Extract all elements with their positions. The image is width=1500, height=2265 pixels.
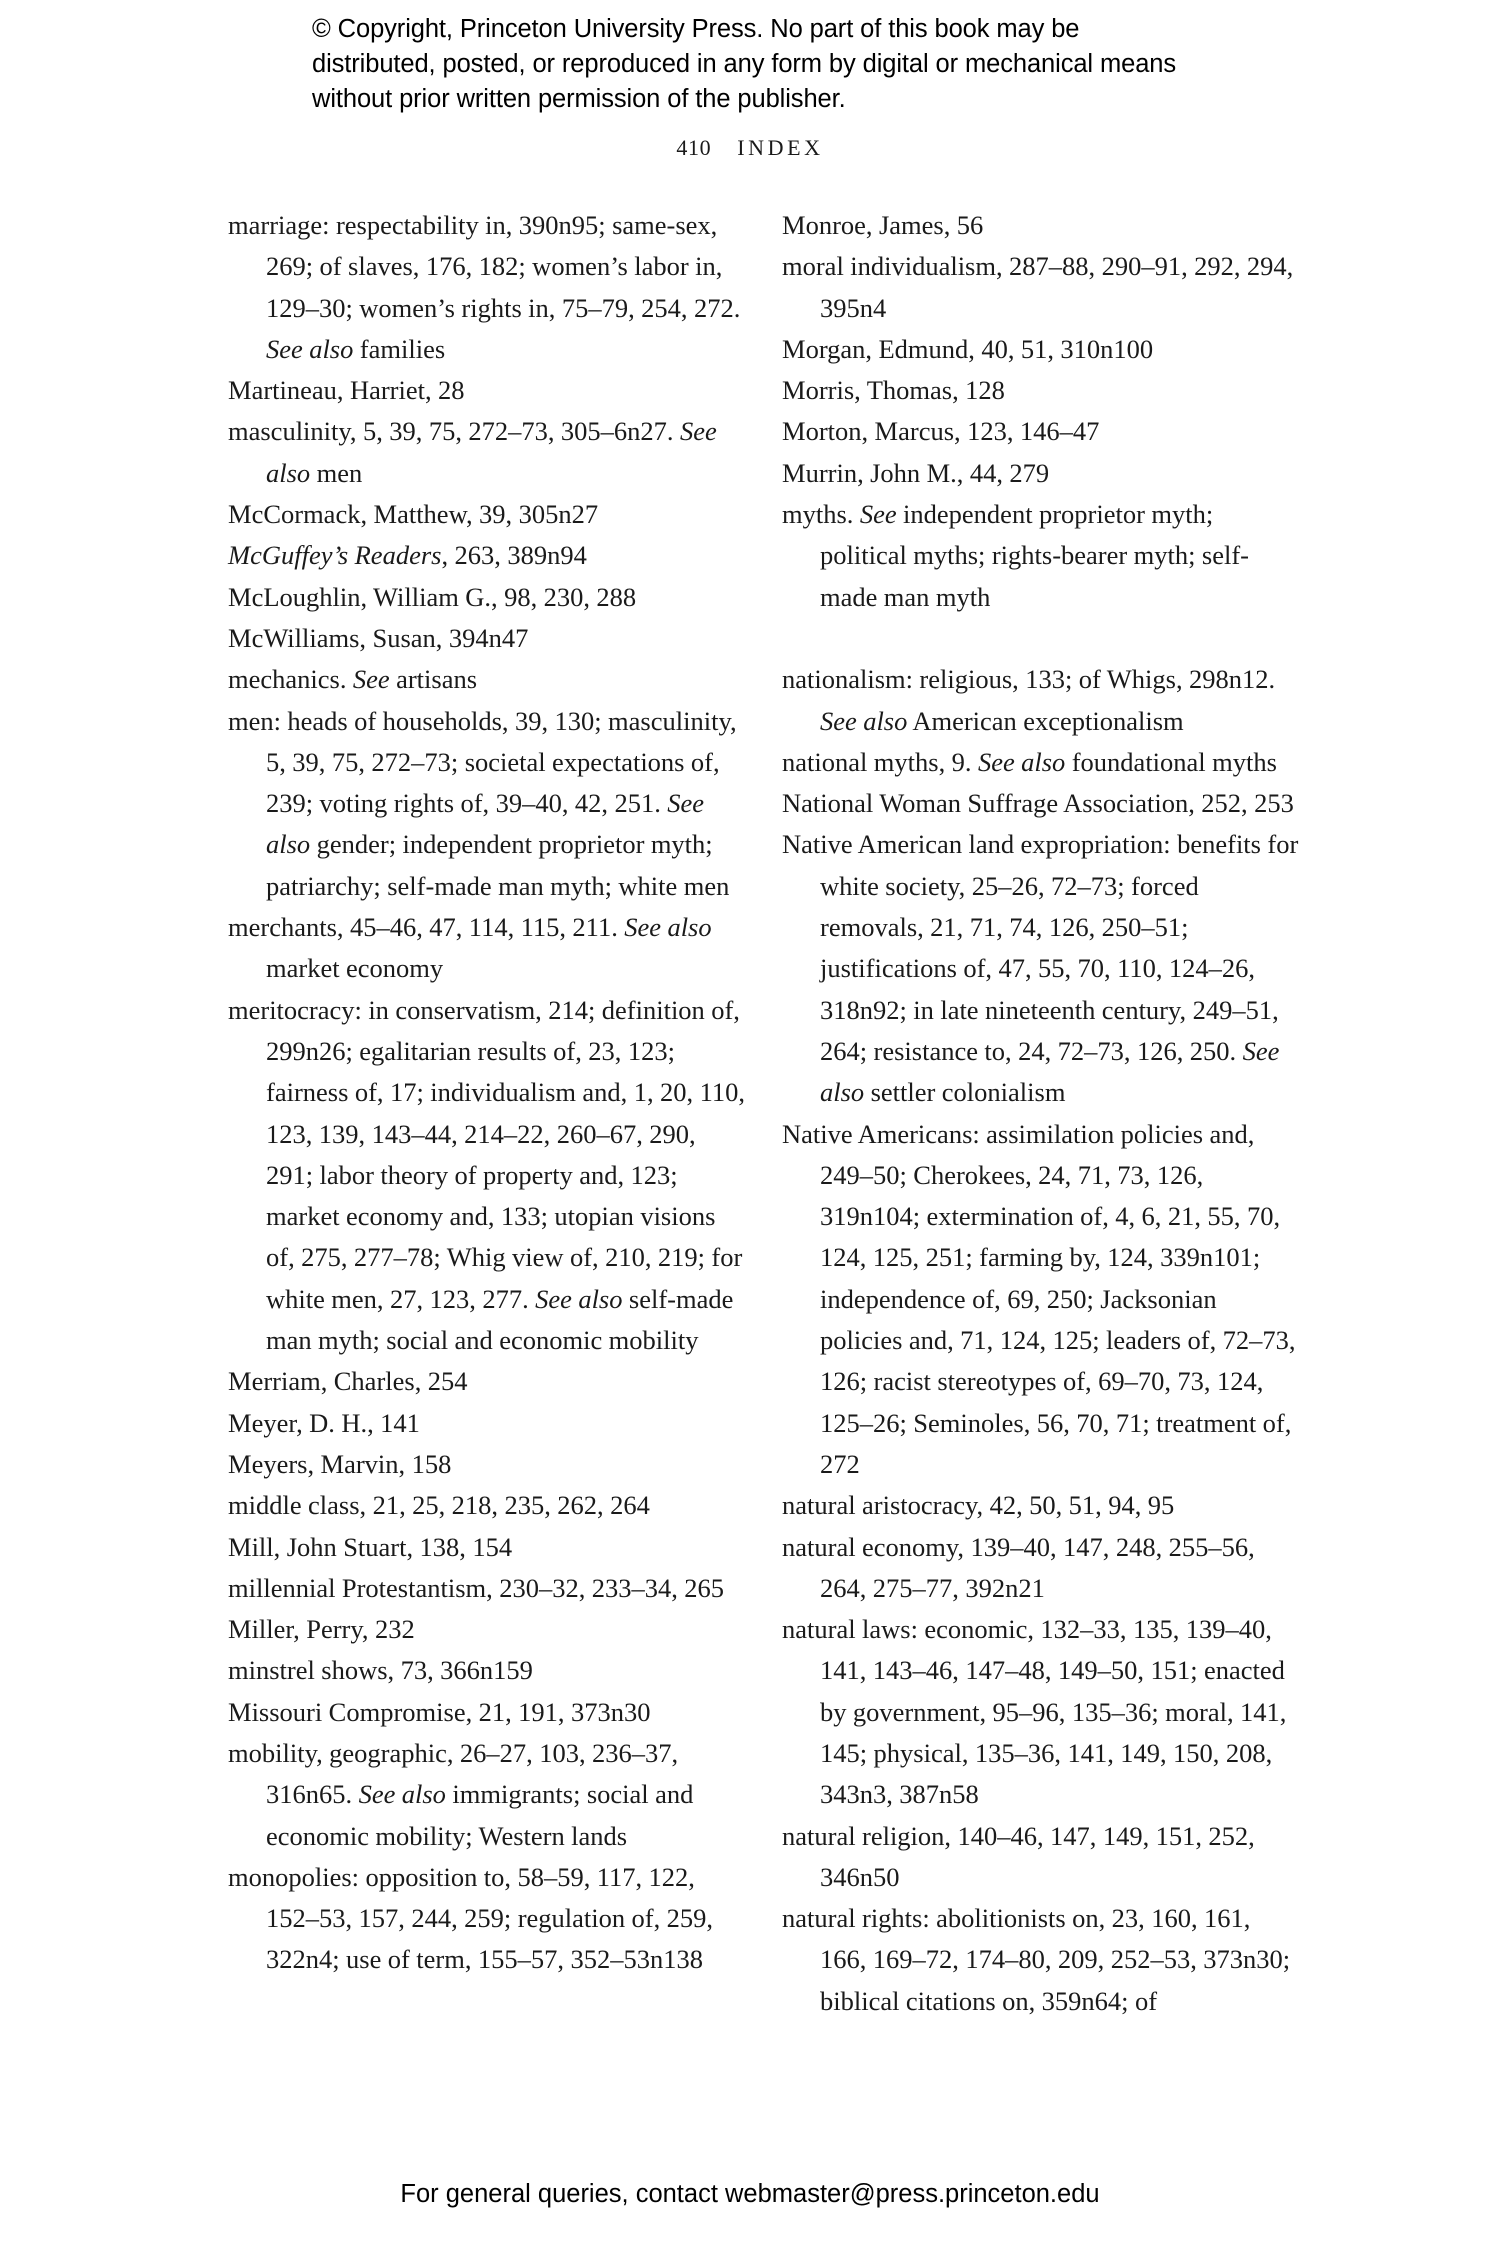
index-column-right: [782, 205, 1302, 2022]
index-column-left: [228, 205, 748, 1981]
footer-notice: For general queries, contact webmaster@press.princeton.edu: [400, 2180, 1100, 2208]
copyright-notice: © Copyright, Princeton University Press. No part of this book may be distributed, posted, or reproduced in any form by digital or mechanical means without prior written permission of the publisher.: [312, 15, 1177, 113]
index-entry: mechanics. See artisans: [228, 664, 478, 695]
index-columns: [0, 205, 1500, 2035]
index-entry: Missouri Compromise, 21, 191, 373n30: [228, 1696, 651, 1727]
index-entry: Meyer, D. H., 141: [228, 1407, 420, 1438]
index-entry: Merriam, Charles, 254: [228, 1366, 468, 1397]
index-entry: nationalism: religious, 133; of Whigs, 298n12. See also American exceptionalism: [782, 664, 1276, 736]
index-entry: natural rights: abolitionists on, 23, 160, 161, 166, 169–72, 174–80, 209, 252–53, 373n30; biblical citations on, 359n64; of: [782, 1903, 1291, 2016]
index-entry: monopolies: opposition to, 58–59, 117, 122, 152–53, 157, 244, 259; regulation of, 259, 322n4; use of term, 155–57, 352–53n138: [228, 1861, 714, 1975]
index-entry: masculinity, 5, 39, 75, 272–73, 305–6n27. See also men: [228, 416, 717, 488]
index-entry: Morton, Marcus, 123, 146–47: [782, 416, 1100, 447]
running-head-title: INDEX: [737, 135, 824, 160]
index-entry: McCormack, Matthew, 39, 305n27: [228, 499, 599, 530]
index-entry: Meyers, Marvin, 158: [228, 1448, 452, 1479]
running-head: [0, 135, 1500, 161]
alphabet-section-break: [782, 618, 1302, 659]
index-entry: men: heads of households, 39, 130; masculinity, 5, 39, 75, 272–73; societal expectations of, 239; voting rights of, 39–40, 42, 251. See also gender; independent proprietor myth; patriarchy; self-made man myth; white men: [228, 705, 737, 901]
index-entry: McGuffey’s Readers, 263, 389n94: [228, 540, 587, 571]
index-entry: mobility, geographic, 26–27, 103, 236–37, 316n65. See also immigrants; social and economic mobility; Western lands: [228, 1737, 694, 1851]
index-entry: Morris, Thomas, 128: [782, 375, 1005, 406]
index-entry: Morgan, Edmund, 40, 51, 310n100: [782, 333, 1154, 364]
index-entry: Monroe, James, 56: [782, 210, 984, 240]
index-entry: natural economy, 139–40, 147, 248, 255–56, 264, 275–77, 392n21: [782, 1531, 1255, 1603]
index-entry: McLoughlin, William G., 98, 230, 288: [228, 581, 637, 612]
index-entry: McWilliams, Susan, 394n47: [228, 622, 529, 653]
index-entry: Martineau, Harriet, 28: [228, 375, 465, 406]
index-entry: natural aristocracy, 42, 50, 51, 94, 95: [782, 1490, 1175, 1521]
page-folio-number: 410: [676, 135, 712, 160]
index-entry: moral individualism, 287–88, 290–91, 292, 294, 395n4: [782, 251, 1294, 323]
index-entry: natural religion, 140–46, 147, 149, 151, 252, 346n50: [782, 1820, 1255, 1892]
index-entry: Murrin, John M., 44, 279: [782, 457, 1050, 488]
index-entry: millennial Protestantism, 230–32, 233–34, 265: [228, 1572, 725, 1603]
index-entry: Mill, John Stuart, 138, 154: [228, 1531, 513, 1562]
index-entry: natural laws: economic, 132–33, 135, 139–40, 141, 143–46, 147–48, 149–50, 151; enacted by government, 95–96, 135–36; moral, 141, 145; physical, 135–36, 141, 149, 150, 208, 343n3, 387n58: [782, 1614, 1287, 1810]
index-entry: Miller, Perry, 232: [228, 1614, 415, 1645]
index-entry: merchants, 45–46, 47, 114, 115, 211. See also market economy: [228, 912, 712, 984]
index-entry: national myths, 9. See also foundational myths: [782, 746, 1277, 777]
index-entry: National Woman Suffrage Association, 252, 253: [782, 788, 1294, 819]
index-entry: middle class, 21, 25, 218, 235, 262, 264: [228, 1490, 650, 1521]
index-entry: myths. See independent proprietor myth; political myths; rights-bearer myth; self-made man myth: [782, 499, 1249, 612]
index-entry: minstrel shows, 73, 366n159: [228, 1655, 533, 1686]
index-entry: meritocracy: in conservatism, 214; definition of, 299n26; egalitarian results of, 23, 123; fairness of, 17; individualism and, 1, 20, 110, 123, 139, 143–44, 214–22, 260–67, 290, 291; labor theory of property and, 123; market economy and, 133; utopian visions of, 275, 277–78; Whig view of, 210, 219; for white men, 27, 123, 277. See also self-made man myth; social and economic mobility: [228, 994, 745, 1356]
index-entry: Native American land expropriation: benefits for white society, 25–26, 72–73; forced removals, 21, 71, 74, 126, 250–51; justifications of, 47, 55, 70, 110, 124–26, 318n92; in late nineteenth century, 249–51, 264; resistance to, 24, 72–73, 126, 250. See also settler colonialism: [782, 829, 1299, 1108]
index-entry: marriage: respectability in, 390n95; same-sex, 269; of slaves, 176, 182; women’s labor in, 129–30; women’s rights in, 75–79, 254, 272. See also families: [228, 210, 741, 364]
index-entry: Native Americans: assimilation policies and, 249–50; Cherokees, 24, 71, 73, 126, 319n104; extermination of, 4, 6, 21, 55, 70, 124, 125, 251; farming by, 124, 339n101; independence of, 69, 250; Jacksonian policies and, 71, 124, 125; leaders of, 72–73, 126; racist stereotypes of, 69–70, 73, 124, 125–26; Seminoles, 56, 70, 71; treatment of, 272: [782, 1118, 1296, 1479]
